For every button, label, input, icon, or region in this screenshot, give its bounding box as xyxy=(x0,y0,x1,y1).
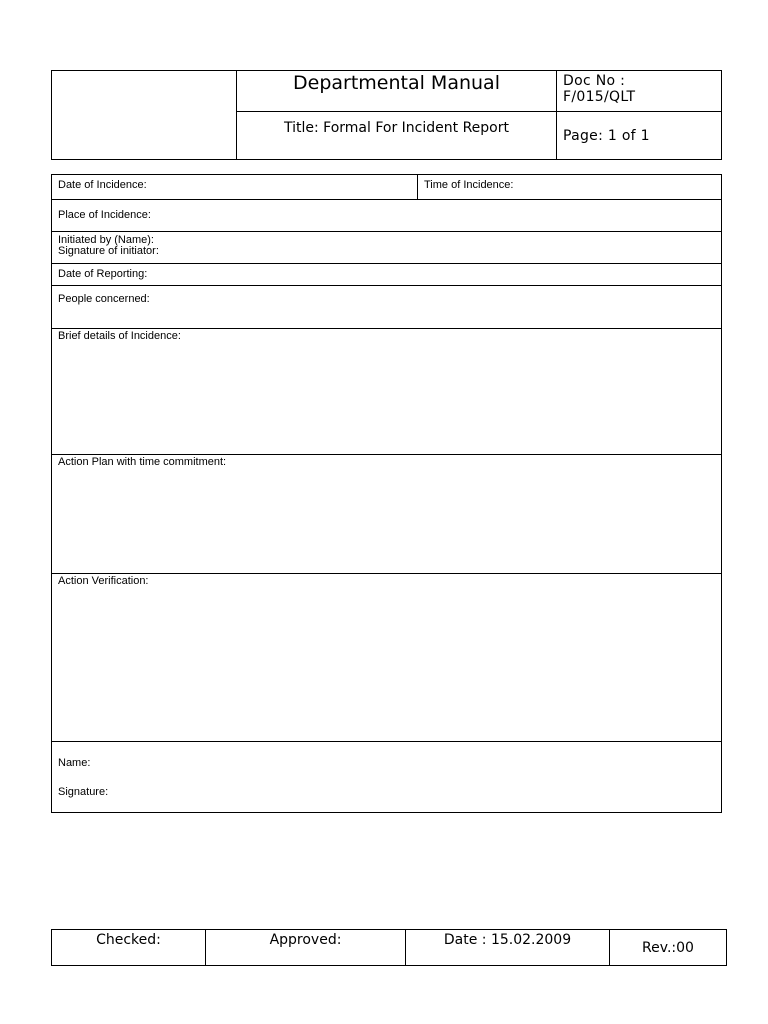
brief-details-field[interactable]: Brief details of Incidence: xyxy=(52,329,722,455)
form-title: Title: Formal For Incident Report xyxy=(237,112,557,160)
people-concerned-field[interactable]: People concerned: xyxy=(52,286,722,329)
initiated-by-label: Initiated by (Name): xyxy=(58,234,154,246)
doc-number-value: F/015/QLT xyxy=(563,89,636,105)
signature-of-initiator-label: Signature of initiator: xyxy=(58,245,159,257)
date-field: Date : 15.02.2009 xyxy=(406,930,610,966)
action-plan-field[interactable]: Action Plan with time commitment: xyxy=(52,455,722,574)
place-of-incidence-field[interactable]: Place of Incidence: xyxy=(52,200,722,232)
logo-placeholder xyxy=(52,71,237,160)
name-label: Name: xyxy=(58,757,91,769)
checked-field[interactable]: Checked: xyxy=(52,930,206,966)
approved-field[interactable]: Approved: xyxy=(206,930,406,966)
action-verification-field[interactable]: Action Verification: xyxy=(52,574,722,742)
revision-field: Rev.:00 xyxy=(610,930,727,966)
document-footer xyxy=(51,929,727,966)
date-of-incidence-field[interactable]: Date of Incidence: xyxy=(52,175,418,200)
incident-report-form xyxy=(51,174,722,813)
time-of-incidence-field[interactable]: Time of Incidence: xyxy=(418,175,722,200)
date-of-reporting-field[interactable]: Date of Reporting: xyxy=(52,264,722,286)
manual-title: Departmental Manual xyxy=(237,71,557,112)
initiator-field[interactable] xyxy=(52,232,722,264)
name-signature-field[interactable] xyxy=(52,742,722,813)
doc-number-label: Doc No : xyxy=(563,73,626,89)
signature-label: Signature: xyxy=(58,786,109,798)
document-header xyxy=(51,70,722,160)
doc-number xyxy=(557,71,722,112)
page-number: Page: 1 of 1 xyxy=(557,112,722,160)
